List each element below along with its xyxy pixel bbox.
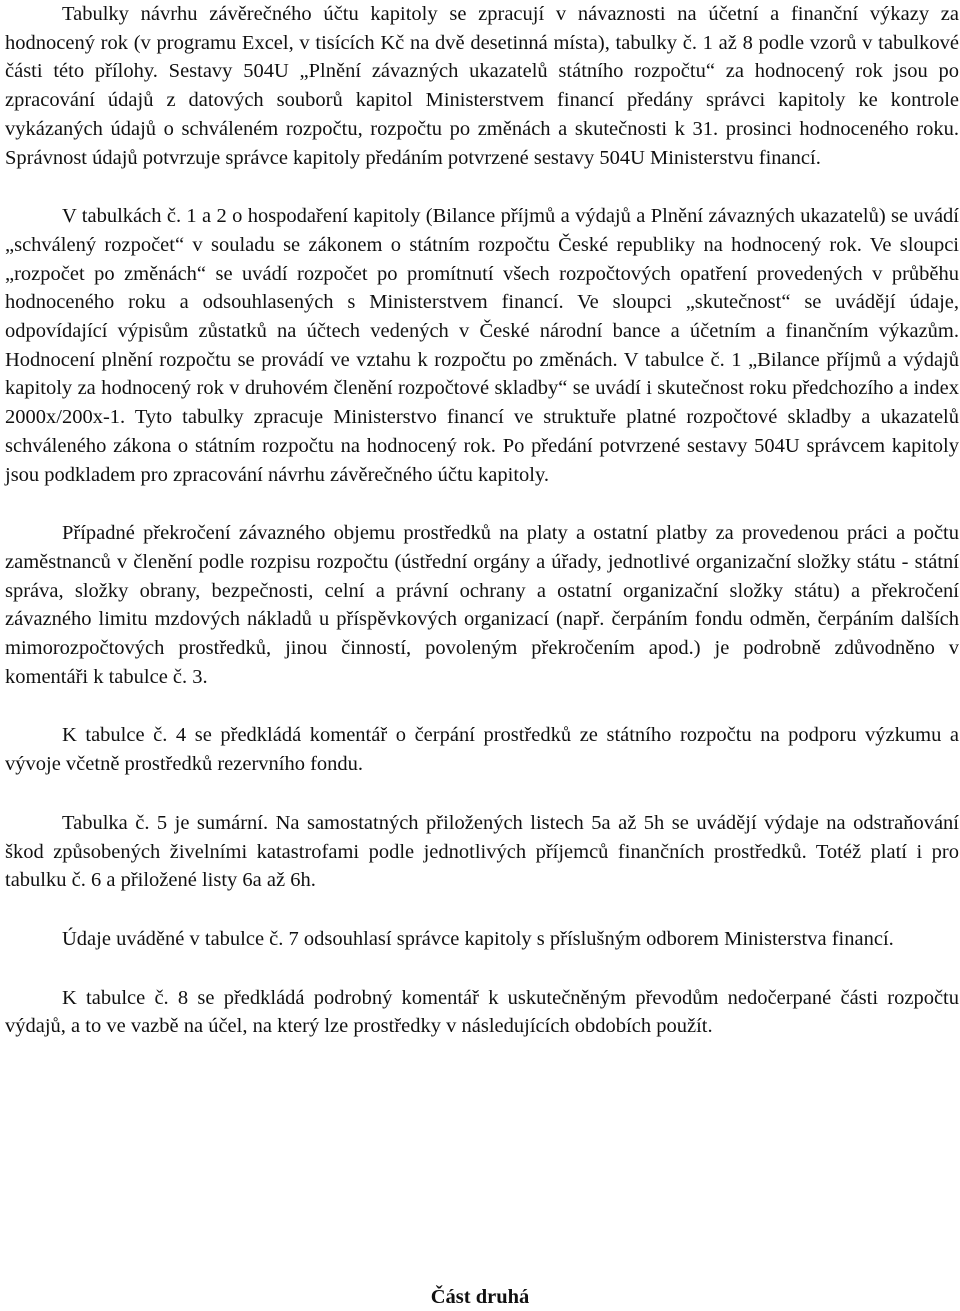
paragraph-gap (5, 779, 959, 809)
paragraph-gap (5, 895, 959, 925)
paragraph-intro: Tabulky návrhu závěrečného účtu kapitoly se zpracují v návaznosti na účetní a finanční výkazy za hodnocený rok (v programu Excel, v tisících Kč na dvě desetinná místa), tabulky č. 1 až 8 podle vzorů v tabulkové části této přílohy. Sestavy 504U „Plnění závazných ukazatelů státního rozpočtu“ za hodnocený rok jsou po zpracování údajů z datových souborů kapitol Ministerstvem financí předány správci kapitoly ke kontrole vykázaných údajů o schváleném rozpočtu, rozpočtu po změnách a skutečnosti k 31. prosinci hodnoceného roku. Správnost údajů potvrzuje správce kapitoly předáním potvrzené sestavy 504U Ministerstvu financí. (5, 3, 959, 169)
document-body (5, 0, 959, 1041)
paragraph-gap (5, 489, 959, 519)
paragraph-table-7: Údaje uváděné v tabulce č. 7 odsouhlasí správce kapitoly s příslušným odborem Ministerstva financí. (62, 927, 894, 950)
paragraph-gap (5, 954, 959, 984)
paragraph-gap (5, 172, 959, 202)
paragraph-table-5: Tabulka č. 5 je sumární. Na samostatných přiložených listech 5a až 5h se uvádějí výdaje na odstraňování škod způsobených živelními katastrofami podle jednotlivých příjemců finančních prostředků. Totéž platí i pro tabulku č. 6 a přiložené listy 6a až 6h. (5, 811, 959, 892)
paragraph-gap (5, 691, 959, 721)
paragraph-tables-1-2: V tabulkách č. 1 a 2 o hospodaření kapitoly (Bilance příjmů a výdajů a Plnění závazných ukazatelů) se uvádí „schválený rozpočet“ v souladu se zákonem o státním rozpočtu České republiky na hodnocený rok. Ve sloupci „rozpočet po změnách“ se uvádí rozpočet po promítnutí všech rozpočtových opatření provedených v průběhu hodnoceného roku a odsouhlasených s Ministerstvem financí. Ve sloupci „skutečnost“ se uvádějí údaje, odpovídající výpisům zůstatků na účtech vedených v České národní bance a účetním a finančním výkazům. Hodnocení plnění rozpočtu se provádí ve vztahu k rozpočtu po změnách. V tabulce č. 1 „Bilance příjmů a výdajů kapitoly za hodnocený rok v druhovém členění rozpočtové skladby“ se uvádí i skutečnost roku předchozího a index 2000x/200x-1. Tyto tabulky zpracuje Ministerstvo financí ve struktuře platné rozpočtové skladby a ukazatelů schváleného zákona o státním rozpočtu na hodnocený rok. Po předání potvrzené sestavy 504U správcem kapitoly jsou podkladem pro zpracování návrhu závěrečného účtu kapitoly. (5, 205, 959, 486)
paragraph-table-4: K tabulce č. 4 se předkládá komentář o čerpání prostředků ze státního rozpočtu na podporu výzkumu a vývoje včetně prostředků rezervního fondu. (5, 724, 959, 776)
paragraph-overrun: Případné překročení závazného objemu prostředků na platy a ostatní platby za provedenou práci a počtu zaměstnanců v členění podle rozpisu rozpočtu (ústřední orgány a úřady, jednotlivé organizační složky státu - státní správa, složky obrany, bezpečnosti, celní a právní ochrany a ostatní organizační složky státu) a překročení závazného limitu mzdových nákladů u příspěvkových organizací (např. čerpáním fondu odměn, čerpáním dalších mimorozpočtových prostředků, jinou činností, povoleným překročením apod.) je podrobně zdůvodněno v komentáři k tabulce č. 3. (5, 522, 959, 688)
section-heading: Část druhá (430, 1286, 530, 1308)
paragraph-table-8: K tabulce č. 8 se předkládá podrobný komentář k uskutečněným převodům nedočerpané části rozpočtu výdajů, a to ve vazbě na účel, na který lze prostředky v následujících obdobích použít. (5, 986, 959, 1038)
